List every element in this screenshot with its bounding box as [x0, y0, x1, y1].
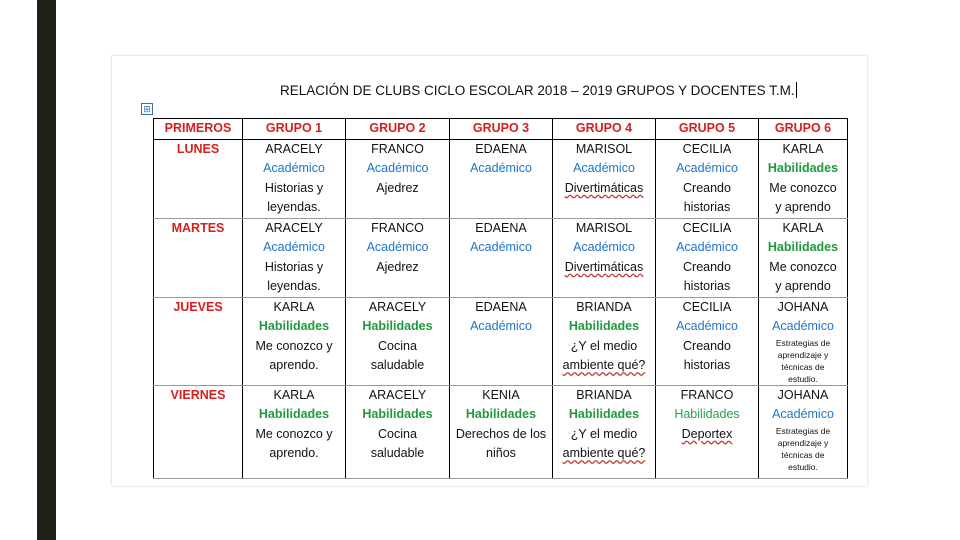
teacher-name: ARACELY [265, 141, 323, 156]
club-type: Académico [772, 319, 834, 333]
club-type: Académico [263, 240, 325, 254]
club-type: Habilidades [767, 240, 839, 254]
teacher-name: FRANCO [371, 220, 424, 235]
club-cell [346, 297, 450, 385]
header-grupo-2: GRUPO 2 [346, 119, 450, 140]
table-row [154, 297, 848, 385]
club-name-line: niños [486, 446, 516, 460]
teacher-name: CECILIA [682, 220, 732, 235]
teacher-name: ARACELY [368, 387, 427, 402]
header-grupo-3: GRUPO 3 [450, 119, 553, 140]
table-row [154, 385, 848, 478]
club-cell [450, 385, 553, 478]
club-name-line: aprendo. [269, 358, 319, 372]
club-name-line: leyendas. [267, 200, 321, 214]
teacher-name: KARLA [782, 141, 824, 156]
club-type: Habilidades [568, 407, 640, 421]
club-name-line: Cocina [378, 338, 417, 353]
club-cell [656, 218, 759, 297]
club-type: Académico [366, 161, 429, 175]
day-label: JUEVES [154, 297, 243, 385]
club-name-line: saludable [370, 446, 425, 460]
club-cell [450, 218, 553, 297]
teacher-name: BRIANDA [576, 387, 632, 402]
club-cell [553, 297, 656, 385]
club-cell [553, 218, 656, 297]
day-label: VIERNES [154, 385, 243, 478]
teacher-name: CECILIA [682, 299, 732, 314]
club-name-line: Divertimáticas [564, 180, 644, 195]
club-name-line: Me conozco y [255, 338, 333, 353]
teacher-name: KARLA [782, 220, 824, 235]
club-name-line: Me conozco [769, 259, 837, 274]
teacher-name: ARACELY [265, 220, 323, 235]
day-label: MARTES [154, 218, 243, 297]
club-name-line: Cocina [378, 426, 417, 441]
club-type: Académico [676, 161, 738, 175]
club-type: Habilidades [568, 319, 640, 333]
club-name-line: aprendizaje y [777, 437, 829, 448]
club-name-line: estudio. [788, 461, 818, 472]
club-name-line: historias [683, 200, 731, 214]
teacher-name: ARACELY [368, 299, 427, 314]
club-cell [450, 297, 553, 385]
club-name-line: ambiente qué? [562, 358, 646, 372]
club-cell [450, 139, 553, 218]
club-name-line: Ajedrez [376, 259, 419, 274]
header-grupo-6: GRUPO 6 [759, 119, 848, 140]
table-row [154, 218, 848, 297]
club-name-line: Historias y [264, 259, 324, 274]
club-cell [759, 297, 848, 385]
text-cursor [796, 82, 798, 98]
club-name-line: y aprendo [775, 279, 831, 293]
club-cell [243, 218, 346, 297]
club-name-line: leyendas. [267, 279, 321, 293]
club-cell [553, 139, 656, 218]
club-type: Habilidades [767, 161, 839, 175]
club-type: Académico [470, 319, 532, 333]
teacher-name: BRIANDA [576, 299, 632, 314]
teacher-name: FRANCO [680, 387, 734, 402]
club-cell [553, 385, 656, 478]
club-name-line: saludable [370, 358, 425, 372]
club-type: Académico [772, 407, 834, 421]
table-move-handle-icon[interactable]: ⊞ [141, 103, 153, 115]
club-name-line: estudio. [788, 373, 818, 384]
club-name-line: Divertimáticas [564, 259, 644, 274]
club-name-line: y aprendo [775, 200, 831, 214]
club-name-line: aprendo. [269, 446, 319, 460]
club-cell [243, 385, 346, 478]
document-image [112, 56, 867, 486]
club-name-line: Creando [683, 338, 731, 353]
club-name-line: Me conozco [769, 180, 837, 195]
club-name-line: técnicas de [781, 449, 825, 460]
club-name-line: Creando [683, 180, 731, 195]
club-name-line: ambiente qué? [562, 446, 646, 460]
teacher-name: EDAENA [475, 299, 527, 314]
header-grupo-5: GRUPO 5 [656, 119, 759, 140]
teacher-name: KENIA [482, 387, 520, 402]
club-cell [243, 297, 346, 385]
club-type: Académico [470, 240, 532, 254]
header-grupo-1: GRUPO 1 [243, 119, 346, 140]
document-title: RELACIÓN DE CLUBS CICLO ESCOLAR 2018 – 2019 GRUPOS Y DOCENTES T.M. [280, 82, 797, 98]
club-type: Académico [573, 161, 635, 175]
club-name-line: Derechos de los [455, 426, 547, 441]
teacher-name: EDAENA [475, 220, 527, 235]
club-name-line: Creando [683, 259, 731, 274]
club-cell [759, 385, 848, 478]
club-type: Académico [263, 161, 325, 175]
club-cell [346, 385, 450, 478]
club-type: Habilidades [258, 319, 330, 333]
club-name-line: Estrategias de [775, 337, 831, 348]
club-cell [346, 139, 450, 218]
club-cell [656, 297, 759, 385]
club-type: Habilidades [362, 319, 433, 333]
club-name-line: ¿Y el medio [570, 426, 638, 441]
teacher-name: JOHANA [777, 387, 829, 402]
club-type: Académico [573, 240, 635, 254]
club-name-line: historias [683, 279, 731, 293]
club-name-line: ¿Y el medio [570, 338, 638, 353]
club-name-line: Me conozco y [255, 426, 333, 441]
club-cell [656, 385, 759, 478]
day-label: LUNES [154, 139, 243, 218]
club-type: Habilidades [674, 407, 740, 421]
club-type: Académico [366, 240, 429, 254]
teacher-name: FRANCO [371, 141, 424, 156]
header-grupo-4: GRUPO 4 [553, 119, 656, 140]
club-cell [243, 139, 346, 218]
club-cell [346, 218, 450, 297]
club-type: Habilidades [362, 407, 433, 421]
header-primeros: PRIMEROS [154, 119, 243, 140]
teacher-name: KARLA [273, 299, 315, 314]
club-cell [759, 139, 848, 218]
clubs-table [153, 118, 848, 479]
teacher-name: EDAENA [475, 141, 527, 156]
left-accent-bar [37, 0, 56, 540]
club-type: Académico [470, 161, 532, 175]
teacher-name: CECILIA [682, 141, 732, 156]
teacher-name: MARISOL [575, 220, 633, 235]
club-name-line: Deportex [681, 426, 733, 441]
club-name-line: técnicas de [781, 361, 825, 372]
club-name-line: Ajedrez [376, 180, 419, 195]
teacher-name: KARLA [273, 387, 315, 402]
club-name-line: Historias y [264, 180, 324, 195]
club-type: Académico [676, 319, 738, 333]
club-name-line: historias [683, 358, 731, 372]
club-cell [656, 139, 759, 218]
table-row [154, 139, 848, 218]
club-name-line: Estrategias de [775, 425, 831, 436]
table-header-row [154, 119, 848, 140]
teacher-name: JOHANA [777, 299, 829, 314]
club-cell [759, 218, 848, 297]
club-type: Habilidades [465, 407, 537, 421]
club-type: Académico [676, 240, 738, 254]
club-name-line: aprendizaje y [777, 349, 829, 360]
teacher-name: MARISOL [575, 141, 633, 156]
club-type: Habilidades [258, 407, 330, 421]
